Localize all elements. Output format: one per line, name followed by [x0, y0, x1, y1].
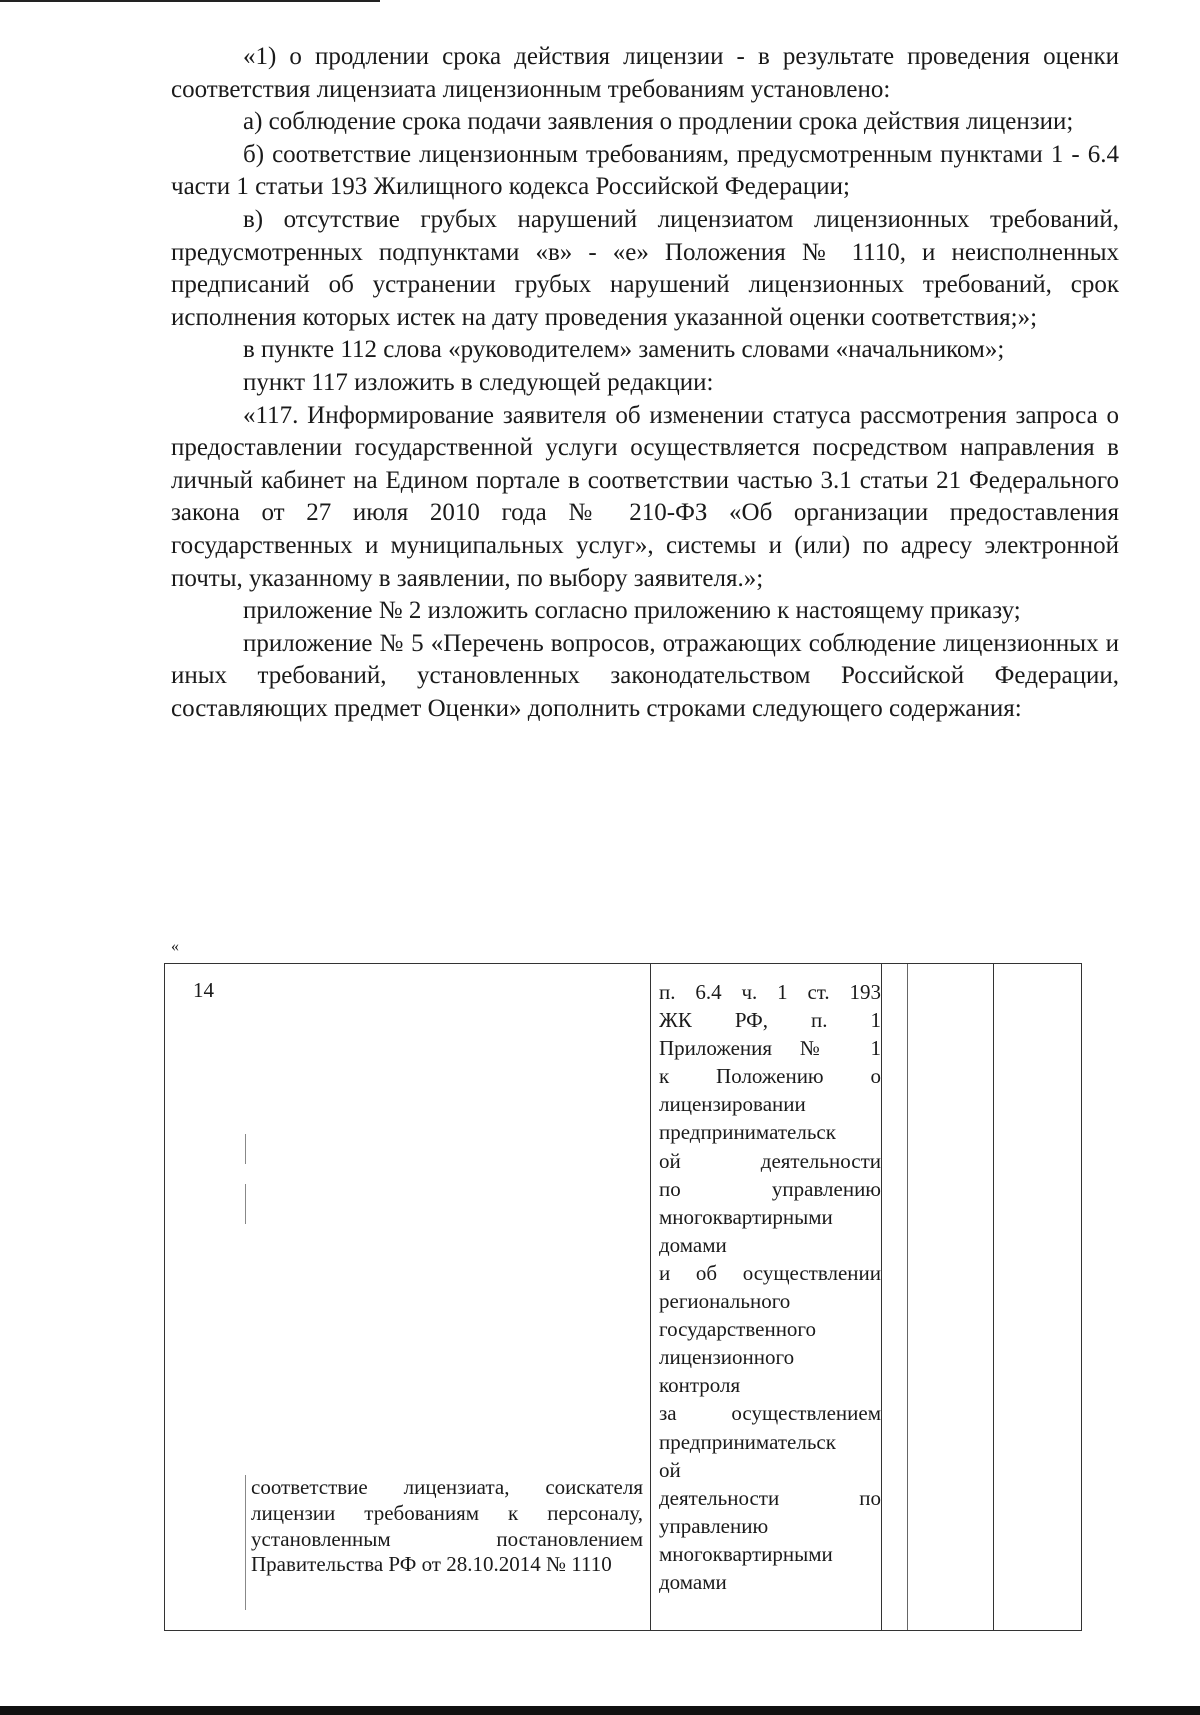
reference-line: Приложения № 1: [659, 1036, 881, 1061]
reference-line: домами: [659, 1569, 727, 1594]
reference-line: деятельности по: [659, 1485, 881, 1510]
reference-line: предпринимательск: [659, 1120, 836, 1145]
column-divider: [993, 964, 994, 1630]
reference-line: предпринимательск: [659, 1429, 836, 1454]
reference-line: государственного: [659, 1317, 817, 1342]
requirement-cell-edge: [245, 1475, 246, 1610]
paragraph: приложение № 2 изложить согласно приложению к настоящему приказу;: [243, 597, 1021, 625]
reference-line: многоквартирными: [659, 1541, 833, 1566]
reference-line: ой: [659, 1457, 681, 1482]
reference-line: к Положению о: [659, 1064, 881, 1089]
scan-artifact: [245, 1184, 246, 1224]
scan-top-edge: [0, 0, 380, 2]
scan-bottom-edge: [0, 1706, 1200, 1715]
reference-line: домами: [659, 1232, 727, 1257]
paragraph: «1) о продлении срока действия лицензии - в результате проведения оценки соответствия лицензиата лицензионным требованиям установлено:: [171, 43, 1119, 103]
reference-line: ой деятельности: [659, 1148, 881, 1173]
paragraph: пункт 117 изложить в следующей редакции:: [243, 368, 714, 396]
paragraph: а) соблюдение срока подачи заявления о продлении срока действия лицензии;: [243, 108, 1074, 136]
reference-line: п. 6.4 ч. 1 ст. 193: [659, 980, 881, 1004]
reference-line: ЖК РФ, п. 1: [659, 1008, 881, 1033]
reference-line: регионального: [659, 1289, 791, 1314]
questions-table: [164, 963, 1082, 1631]
paragraph: в пункте 112 слова «руководителем» заменить словами «начальником»;: [243, 336, 1005, 364]
column-divider: [881, 964, 882, 1630]
paragraph: б) соответствие лицензионным требованиям, предусмотренным пунктами 1 - 6.4 части 1 статьи 193 Жилищного кодекса Российской Федерации;: [171, 140, 1119, 201]
requirement-cell: соответствие лицензиата, соискателя лицензии требованиям к персоналу, установленным постановлением Правительства РФ от 28.10.2014 № 1110: [251, 1475, 643, 1577]
paragraph: «117. Информирование заявителя об изменении статуса рассмотрения запроса о предоставлении государственной услуги осуществляется посредством направления в личный кабинет на Едином портале в соответствии частью 3.1 статьи 21 Федерального закона от 27 июля 2010 года № 210-ФЗ «Об организации предоставления государственных и муниципальных услуг», системы и (или) по адресу электронной почты, указанному в заявлении, по выбору заявителя.»;: [171, 401, 1119, 592]
column-divider: [907, 964, 908, 1630]
reference-line: по управлению: [659, 1176, 881, 1201]
reference-line: управлению: [659, 1513, 769, 1538]
reference-line: за осуществлением: [659, 1401, 881, 1426]
reference-line: лицензировании: [659, 1092, 806, 1117]
reference-line: лицензионного: [659, 1345, 795, 1370]
scan-artifact: [245, 1134, 246, 1164]
table-open-quote: «: [171, 938, 179, 955]
legal-reference-cell: [659, 978, 881, 1596]
paragraph: приложение № 5 «Перечень вопросов, отражающих соблюдение лицензионных и иных требований, установленных законодательством Российской Федерации, составляющих предмет Оценки» дополнить строками следующего содержания:: [171, 629, 1119, 722]
reference-line: контроля: [659, 1373, 741, 1398]
reference-line: и об осуществлении: [659, 1260, 881, 1285]
paragraph: в) отсутствие грубых нарушений лицензиатом лицензионных требований, предусмотренных подпунктами «в» - «е» Положения № 1110, и неисполненных предписаний об устранении грубых нарушений лицензионных требований, срок исполнения которых истек на дату проведения указанной оценки соответствия;»;: [171, 205, 1119, 331]
row-number: 14: [193, 978, 214, 1002]
column-divider: [650, 964, 651, 1630]
reference-line: многоквартирными: [659, 1204, 833, 1229]
document-body: [171, 41, 1119, 725]
